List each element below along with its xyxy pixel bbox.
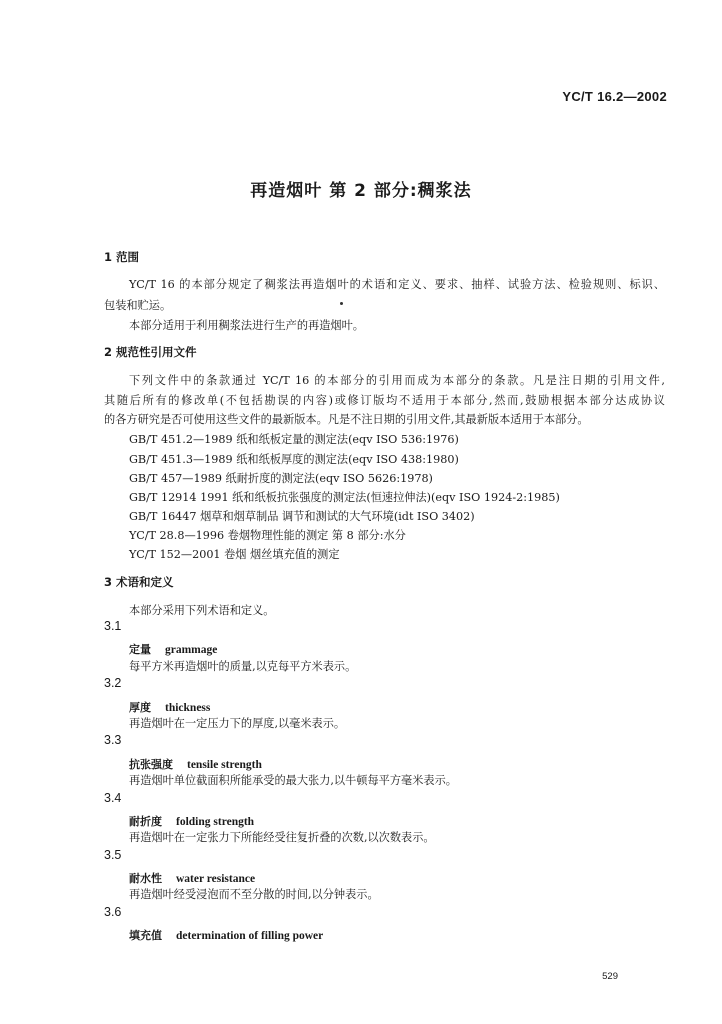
reference-item: GB/T 451.2—1989 纸和纸板定量的测定法(eqv ISO 536:1976) bbox=[129, 433, 459, 446]
term-chinese: 抗张强度 bbox=[129, 758, 173, 771]
section-3-heading: 3 术语和定义 bbox=[104, 575, 174, 589]
term-number: 3.1 bbox=[104, 619, 122, 633]
term-definition: 每平方米再造烟叶的质量,以克每平方米表示。 bbox=[129, 660, 357, 673]
scan-speck bbox=[340, 302, 343, 305]
term-definition: 再造烟叶单位截面积所能承受的最大张力,以牛顿每平方毫米表示。 bbox=[129, 774, 457, 787]
term-number: 3.4 bbox=[104, 791, 122, 805]
term-heading bbox=[129, 638, 217, 657]
section-2-intro-line1: 下列文件中的条款通过 YC/T 16 的本部分的引用而成为本部分的条款。凡是注日期的引用文件, bbox=[129, 374, 665, 387]
section-1-heading: 1 范围 bbox=[104, 250, 140, 264]
term-chinese: 耐水性 bbox=[129, 872, 162, 885]
section-1-para2: 本部分适用于利用稠浆法进行生产的再造烟叶。 bbox=[129, 319, 364, 332]
term-definition: 再造烟叶在一定压力下的厚度,以毫米表示。 bbox=[129, 717, 346, 730]
term-english: grammage bbox=[165, 644, 218, 656]
term-heading bbox=[129, 753, 262, 772]
term-chinese: 定量 bbox=[129, 643, 151, 656]
term-heading bbox=[129, 696, 210, 715]
document-title: 再造烟叶 第 2 部分:稠浆法 bbox=[250, 181, 472, 201]
reference-item: GB/T 457—1989 纸耐折度的测定法(eqv ISO 5626:1978) bbox=[129, 472, 433, 485]
term-english: water resistance bbox=[176, 873, 256, 885]
term-number: 3.2 bbox=[104, 676, 122, 690]
reference-item: YC/T 152—2001 卷烟 烟丝填充值的测定 bbox=[129, 548, 340, 561]
section-2-heading: 2 规范性引用文件 bbox=[104, 345, 197, 359]
term-chinese: 填充值 bbox=[129, 929, 162, 942]
standard-code: YC/T 16.2—2002 bbox=[562, 89, 667, 104]
term-number: 3.6 bbox=[104, 905, 122, 919]
reference-item: GB/T 451.3—1989 纸和纸板厚度的测定法(eqv ISO 438:1980) bbox=[129, 453, 459, 466]
term-chinese: 耐折度 bbox=[129, 815, 162, 828]
section-1-para1-line2: 包装和贮运。 bbox=[104, 299, 172, 312]
term-heading bbox=[129, 867, 255, 886]
term-english: thickness bbox=[165, 702, 211, 714]
term-heading bbox=[129, 810, 254, 829]
term-chinese: 厚度 bbox=[129, 701, 151, 714]
term-definition: 再造烟叶经受浸泡而不至分散的时间,以分钟表示。 bbox=[129, 888, 379, 901]
term-definition: 再造烟叶在一定张力下所能经受往复折叠的次数,以次数表示。 bbox=[129, 831, 435, 844]
term-english: determination of filling power bbox=[176, 930, 324, 942]
term-number: 3.3 bbox=[104, 733, 122, 747]
section-2-intro-line3: 的各方研究是否可使用这些文件的最新版本。凡是不注日期的引用文件,其最新版本适用于本部分。 bbox=[104, 413, 589, 426]
term-english: folding strength bbox=[176, 816, 255, 828]
reference-item: YC/T 28.8—1996 卷烟物理性能的测定 第 8 部分:水分 bbox=[129, 529, 406, 542]
page-number: 529 bbox=[602, 971, 618, 982]
reference-item: GB/T 16447 烟草和烟草制品 调节和测试的大气环境(idt ISO 3402) bbox=[129, 510, 475, 523]
term-heading bbox=[129, 924, 323, 943]
reference-item: GB/T 12914 1991 纸和纸板抗张强度的测定法(恒速拉伸法)(eqv ISO 1924-2:1985) bbox=[129, 491, 560, 504]
term-number: 3.5 bbox=[104, 848, 122, 862]
section-1-para1-line1: YC/T 16 的本部分规定了稠浆法再造烟叶的术语和定义、要求、抽样、试验方法、检验规则、标识、 bbox=[129, 278, 665, 291]
term-english: tensile strength bbox=[187, 759, 262, 771]
section-2-intro-line2: 其随后所有的修改单(不包括勘误的内容)或修订版均不适用于本部分,然而,鼓励根据本部分达成协议 bbox=[104, 394, 665, 407]
section-3-intro: 本部分采用下列术语和定义。 bbox=[129, 604, 275, 617]
